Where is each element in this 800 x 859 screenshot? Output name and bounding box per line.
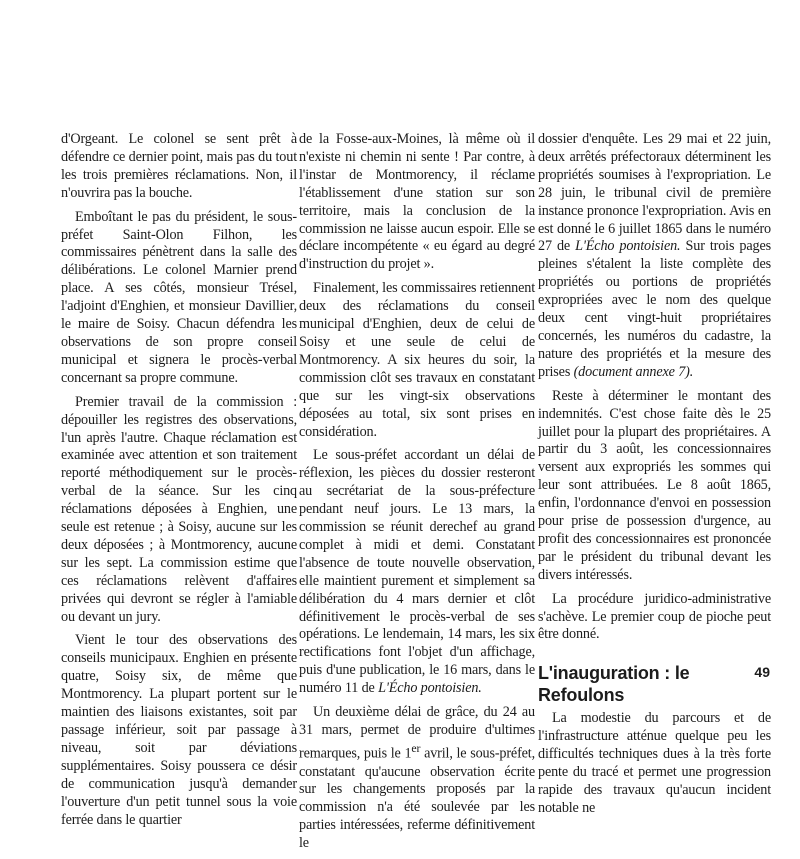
paragraph: Finalement, les commissaires retiennent deux des réclamations du conseil municipal d'Enghien, deux de celui de Soisy et une seule de celui de Montmorency. A six heures du soir, la commission clôt ses travaux en constatant que sur les vingt-six observations déposées au total, six sont prises en considération. [299, 280, 535, 440]
newspaper-title: L'Écho pontoisien. [575, 238, 681, 255]
section-heading: L'inauguration : le Refoulons [538, 663, 690, 706]
text-column-3 [538, 131, 771, 824]
paragraph-text: Un deuxième délai de grâce, du 24 au 31 mars, permet de produire d'ultimes remarques, puis le 1 [299, 704, 535, 762]
paragraph: Reste à déterminer le montant des indemnités. C'est chose faite dès le 25 juillet pour la plupart des propriétaires. A partir du 3 août, les concessionnaires versent aux expropriés les sommes qui leur sont attribuées. Le 8 août 1865, enfin, l'ordonnance d'envoi en possession pour prise de possession d'urgence, au profit des concessionnaires est prononcée par le président du tribunal devant les divers intéressés. [538, 387, 771, 583]
paragraph-text: avril, le sous-préfet, constatant qu'aucune observation écrite sur les changements proposés par la commission n'a été soulevée par les parties intéressées, referme définitivement le [299, 745, 535, 852]
paragraph: Emboîtant le pas du président, le sous-préfet Saint-Olon Filhon, les commissaires pénètrent dans la salle des délibérations. Le colonel Marnier prend place. A ses côtés, monsieur Trésel, l'adjoint d'Enghien, et monsieur Davillier, le maire de Soisy. Chacun défendra les observations de son propre conseil municipal et signera le procès-verbal concernant sa propre commune. [61, 208, 297, 386]
paragraph [538, 131, 771, 382]
paragraph: d'Orgeant. Le colonel se sent prêt à défendre ce dernier point, mais pas du tout les trois premières réclamations. Non, il n'ouvrira pas la bouche. [61, 131, 297, 201]
paragraph: Premier travail de la commission : dépouiller les registres des observations, l'un après l'autre. Chaque réclamation est examinée avec attention et son traitement reporté méthodiquement sur le procès-verbal de la séance. Sur les cinq réclamations déposées à Enghien, une seule est retenue ; à Soisy, aucune sur les deux déposées ; à Montmorency, aucune sur les sept. La commission estime que ces réclamations relèvent d'affaires privées qui devront se régler à l'amiable ou devant un jury. [61, 393, 297, 625]
paragraph [299, 447, 535, 698]
annex-reference: (document annexe 7). [573, 363, 694, 380]
text-column-1 [61, 131, 297, 835]
page-number: 49 [754, 664, 770, 680]
paragraph: La modestie du parcours et de l'infrastructure atténue quelque peu les difficultés techniques dues à la très forte pente du tracé et permet une progression rapide des travaux qu'aucun incident notable ne [538, 710, 771, 816]
paragraph: Vient le tour des observations des conseils municipaux. Enghien en présente quatre, Soisy six, de même que Montmorency. La plupart portent sur le maintien des liaisons existantes, soit par passage inférieur, soit par passage à niveau, soit par déviations supplémentaires. Soisy poussera ce désir de communication jusqu'à demander l'ouverture d'un petit tunnel sous la voie ferrée dans le quartier [61, 632, 297, 828]
paragraph-text: dossier d'enquête. Les 29 mai et 22 juin, deux arrêtés préfectoraux déterminent les propriétés soumises à l'expropriation. Le 28 juin, le tribunal civil de première instance prononce l'expropriation. Avis en est donné le 6 juillet 1865 dans le numéro 27 de [538, 131, 771, 255]
paragraph [299, 704, 535, 853]
paragraph: La procédure juridico-administrative s'achève. Le premier coup de pioche peut être donné. [538, 590, 771, 643]
ordinal-superscript: er [411, 740, 421, 755]
paragraph-text: Sur trois pages pleines s'étalent la liste complète des propriétés ou portions de propriétés expropriées avec le nom des quelque deux cent vingt-huit propriétaires concernés, les numéros du cadastre, la nature des propriétés et la mesure des prises [538, 238, 771, 380]
text-column-2 [299, 131, 535, 859]
paragraph: de la Fosse-aux-Moines, là même où il n'existe ni chemin ni sente ! Par contre, à l'instar de Montmorency, il réclame l'établissement d'une station sur son territoire, mais la conclusion de la commission ne laisse aucun espoir. Elle se déclare incompétente « eu égard au degré d'instruction du projet ». [299, 131, 535, 273]
newspaper-title: L'Écho pontoisien. [378, 680, 482, 697]
paragraph-text: Le sous-préfet accordant un délai de réflexion, les pièces du dossier resteront au secrétariat de la sous-préfecture pendant neuf jours. Le 13 mars, la commission se réunit derechef au grand complet à midi et demi. Constatant l'absence de toute nouvelle observation, elle maintient purement et simplement sa délibération du 4 mars dernier et clôt définitivement le procès-verbal de ses opérations. Le lendemain, 14 mars, les six rectifications font l'objet d'un affichage, puis d'une publication, le 16 mars, dans le numéro 11 de [299, 447, 535, 697]
